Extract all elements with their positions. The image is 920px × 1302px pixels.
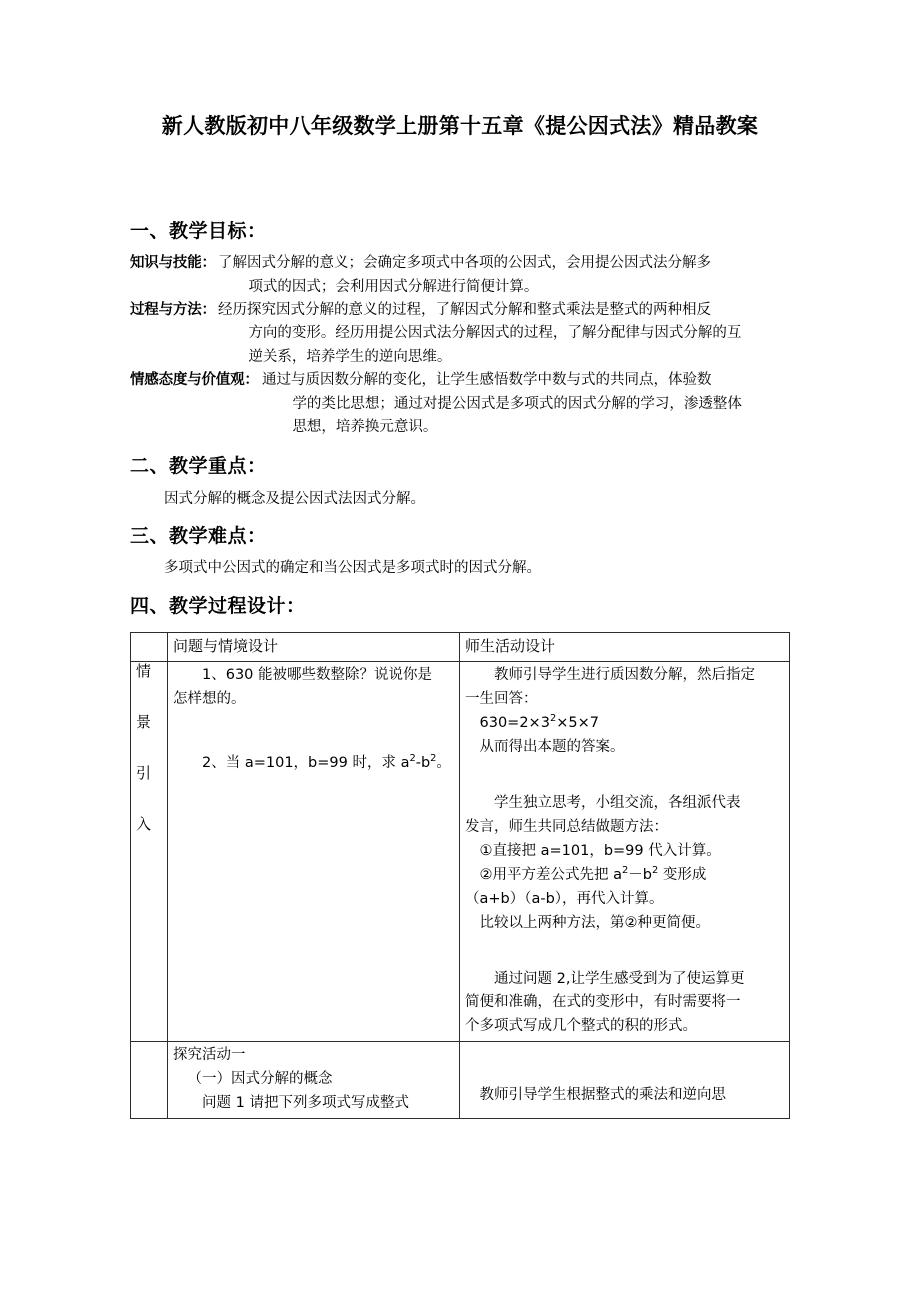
section-heading-process: 四、教学过程设计： — [130, 594, 306, 617]
objective-process-methods — [130, 299, 790, 369]
activity-line-formula — [465, 712, 784, 736]
objective-line: 通过与质因数分解的变化，让学生感悟数学中数与式的共同点，体验数 — [262, 372, 712, 389]
difficulty-body-text: 多项式中公因式的确定和当公因式是多项式时的因式分解。 — [164, 560, 541, 577]
stage-char: 引 — [136, 764, 152, 783]
stage-label-cell — [131, 662, 168, 1042]
activity-line: 一生回答： — [465, 691, 538, 708]
stage-label-cell-empty — [131, 1042, 168, 1119]
focus-body-text: 因式分解的概念及提公因式法因式分解。 — [164, 490, 425, 507]
formula-part: －b — [628, 866, 652, 883]
activity-line: ①直接把 a=101，b=99 代入计算。 — [479, 842, 721, 859]
activity-line-formula — [465, 864, 784, 888]
problem-design-cell — [168, 662, 460, 1042]
activity-line: 教师引导学生进行质因数分解，然后指定 — [494, 667, 755, 684]
problem-line: 怎样想的。 — [173, 691, 246, 708]
activity-design-cell — [460, 1042, 790, 1119]
formula-part: 。 — [436, 755, 451, 772]
formula-part: -b — [415, 755, 431, 772]
activity-line: 从而得出本题的答案。 — [479, 739, 625, 756]
stage-char: 景 — [136, 713, 152, 732]
activity-line: 教师引导学生根据整式的乘法和逆向思 — [479, 1087, 726, 1104]
activity-line: 简便和准确，在式的变形中，有时需要将一 — [465, 994, 741, 1011]
objective-line: 逆关系，培养学生的逆向思维。 — [248, 348, 452, 365]
section-heading-goals: 一、教学目标： — [130, 220, 267, 243]
formula-part: 变形成 — [658, 866, 707, 883]
superscript: 2 — [430, 753, 437, 765]
objective-label: 知识与技能： — [130, 255, 216, 272]
table-row — [131, 662, 790, 1042]
page-title: 新人教版初中八年级数学上册第十五章《提公因式法》精品教案 — [161, 114, 759, 138]
blank-line — [173, 732, 454, 752]
problem-line: 1、630 能被哪些数整除？说说你是 — [202, 667, 433, 684]
blank-line — [465, 760, 784, 792]
activity-line: 通过问题 2,让学生感受到为了使运算更 — [494, 970, 745, 987]
activity-line: （a+b）（a-b），再代入计算。 — [465, 890, 664, 907]
blank-line — [465, 936, 784, 968]
formula-part: 630=2×3 — [479, 715, 550, 732]
objective-text — [218, 299, 790, 369]
blank-line — [465, 1064, 784, 1084]
teaching-process-table — [130, 632, 790, 1119]
objectives-list — [130, 252, 790, 440]
formula-part: 2、当 a=101，b=99 时，求 a — [202, 755, 410, 772]
section-heading-difficulty: 三、教学难点： — [130, 524, 267, 547]
superscript: 2 — [622, 864, 629, 876]
superscript: 2 — [549, 713, 557, 725]
objective-line: 项式的因式；会利用因式分解进行简便计算。 — [248, 278, 539, 295]
objective-label: 情感态度与价值观： — [130, 372, 259, 389]
objective-label: 过程与方法： — [130, 302, 216, 318]
problem-design-cell — [168, 1042, 460, 1119]
problem-line-formula — [173, 752, 454, 776]
objective-line: 了解因式分解的意义；会确定多项式中各项的公因式，会用提公因式法分解多 — [218, 255, 711, 272]
objective-text — [262, 369, 790, 439]
objective-knowledge-skills — [130, 252, 790, 299]
formula-part: ×5×7 — [556, 715, 599, 732]
table-header-problem-design: 问题与情境设计 — [168, 633, 460, 662]
problem-line: 探究活动一 — [173, 1047, 246, 1064]
formula-part: ②用平方差公式先把 a — [479, 866, 622, 883]
stage-char: 入 — [136, 815, 152, 834]
activity-line: 个多项式写成几个整式的积的形式。 — [465, 1018, 697, 1035]
table-header-row — [131, 633, 790, 662]
objective-line: 学的类比思想；通过对提公因式是多项式的因式分解的学习，渗透整体 — [292, 395, 742, 412]
stage-char: 情 — [136, 662, 152, 681]
objective-line: 方向的变形。经历用提公因式法分解因式的过程，了解分配律与因式分解的互 — [248, 325, 742, 342]
objective-line: 思想，培养换元意识。 — [292, 419, 438, 436]
blank-line — [173, 712, 454, 732]
activity-line: 学生独立思考，小组交流，各组派代表 — [494, 795, 741, 812]
activity-design-cell — [460, 662, 790, 1042]
superscript: 2 — [651, 864, 659, 876]
activity-line: 比较以上两种方法，第②种更简便。 — [479, 914, 710, 931]
table-row — [131, 1042, 790, 1119]
page-content — [130, 0, 790, 1119]
blank-line — [465, 1044, 784, 1064]
problem-line: 问题 1 请把下列多项式写成整式 — [202, 1095, 409, 1112]
table-header-stage — [131, 633, 168, 662]
superscript: 2 — [409, 753, 416, 765]
section-heading-focus: 二、教学重点： — [130, 454, 267, 477]
objective-attitude-values — [130, 369, 790, 439]
activity-line: 发言，师生共同总结做题方法： — [465, 818, 668, 835]
objective-text — [218, 252, 790, 299]
table-header-activity-design: 师生活动设计 — [460, 633, 790, 662]
problem-line: （一）因式分解的概念 — [187, 1071, 333, 1088]
objective-line: 经历探究因式分解的意义的过程，了解因式分解和整式乘法是整式的两种相反 — [218, 302, 711, 318]
